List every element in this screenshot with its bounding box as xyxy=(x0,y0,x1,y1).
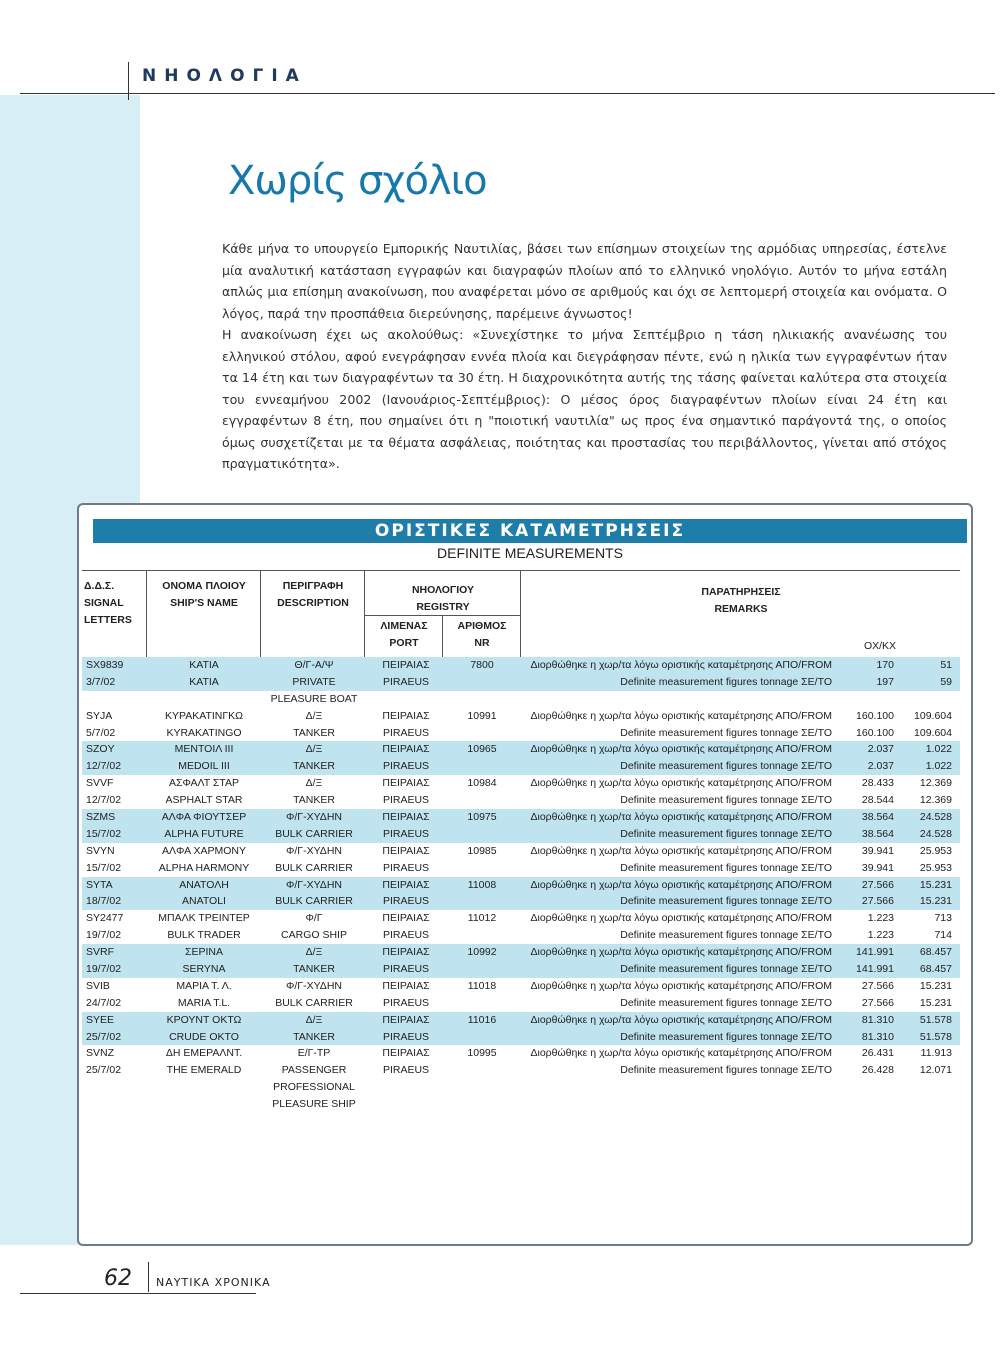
article-paragraph-1: Κάθε μήνα το υπουργείο Εμπορικής Ναυτιλίας, βάσει των επίσημων στοιχείων της αρμόδιας υπηρεσίας, έστελνε μία αναλυτική κατάσταση εγγραφών και διαγραφών πλοίων από το ελληνικό νηολόγιο. Αυτόν το μήνα εστάλη απλώς μια επίσημη ανακοίνωση, που αναφέρεται μόνο σε αριθμούς και όχι σε λεπτομερή στοιχεία και ονόματα. Ο λόγος, παρά την προσπάθεια διερεύνησης, παρέμεινε άγνωστος! xyxy=(222,241,947,321)
port-cell: ΠΕΙΡΑΙΑΣ xyxy=(382,659,430,671)
table-row xyxy=(82,1012,960,1029)
remarks-cell: Διορθώθηκε η χωρ/τα λόγω οριστικής καταμέτρησης ΑΠΟ/FROM xyxy=(530,777,832,790)
table-row xyxy=(82,860,960,877)
description-cell: Φ/Γ-ΧΥΔΗΝ xyxy=(286,878,342,891)
table-banner: ΟΡΙΣΤΙΚΕΣ ΚΑΤΑΜΕΤΡΗΣΕΙΣ xyxy=(93,519,967,543)
description-cell: Δ/Ξ xyxy=(305,777,323,790)
signal-cell: SZOY xyxy=(86,743,115,756)
signal-cell: 15/7/02 xyxy=(86,861,122,874)
remarks-cell: Definite measurement figures tonnage ΣΕ/TO xyxy=(620,1064,832,1077)
kx-cell: 12.369 xyxy=(919,777,952,790)
header-rule xyxy=(20,93,995,94)
kx-cell: 109.604 xyxy=(914,709,952,722)
ship-name-cell: ANATOLI xyxy=(182,895,226,908)
number-cell: 11008 xyxy=(467,878,497,891)
remarks-cell: Διορθώθηκε η χωρ/τα λόγω οριστικής καταμέτρησης ΑΠΟ/FROM xyxy=(530,979,832,992)
description-cell: BULK CARRIER xyxy=(275,895,353,908)
number-cell: 11018 xyxy=(467,979,497,992)
kx-cell: 15.231 xyxy=(919,979,952,992)
signal-cell: 24/7/02 xyxy=(86,996,122,1009)
description-cell: PRIVATE xyxy=(292,675,336,688)
table-row xyxy=(82,1062,960,1079)
table-row xyxy=(82,809,960,826)
kx-cell: 11.913 xyxy=(920,1047,952,1060)
ship-name-cell: THE EMERALD xyxy=(166,1064,242,1077)
kx-cell: 12.369 xyxy=(919,794,952,807)
kx-cell: 15.231 xyxy=(919,996,952,1009)
signal-cell: SZMS xyxy=(86,811,116,824)
kx-cell: 68.457 xyxy=(919,963,952,976)
table-row xyxy=(82,843,960,860)
kx-cell: 68.457 xyxy=(919,946,952,959)
description-cell: CARGO SHIP xyxy=(281,929,347,942)
port-cell: PIRAEUS xyxy=(382,760,430,773)
kx-cell: 25.953 xyxy=(919,844,952,857)
remarks-cell: Διορθώθηκε η χωρ/τα λόγω οριστικής καταμέτρησης ΑΠΟ/FROM xyxy=(530,659,832,671)
ox-cell: 141.991 xyxy=(856,963,894,976)
header-remarks: ΠΑΡΑΤΗΡΗΣΕΙΣ REMARKS xyxy=(701,586,781,615)
ox-cell: 160.100 xyxy=(856,709,894,722)
table-row xyxy=(82,961,960,978)
remarks-cell: Διορθώθηκε η χωρ/τα λόγω οριστικής καταμέτρησης ΑΠΟ/FROM xyxy=(530,743,832,756)
table-row xyxy=(82,691,960,708)
ship-name-cell: MARIA T.L. xyxy=(177,996,231,1009)
table-row xyxy=(82,1096,960,1113)
number-cell: 10965 xyxy=(467,743,497,756)
kx-cell: 24.528 xyxy=(919,811,952,824)
description-cell: PLEASURE SHIP xyxy=(272,1098,356,1111)
kx-cell: 713 xyxy=(934,912,952,925)
table-row xyxy=(82,893,960,910)
ship-name-cell: ΚΥΡΑΚΑΤΙΝΓΚΩ xyxy=(164,709,243,722)
signal-cell: 5/7/02 xyxy=(86,726,116,739)
description-cell: TANKER xyxy=(293,794,335,807)
table-row xyxy=(82,792,960,809)
ox-cell: 38.564 xyxy=(861,827,894,840)
port-cell: PIRAEUS xyxy=(382,1064,430,1077)
description-cell: Φ/Γ-ΧΥΔΗΝ xyxy=(286,811,342,824)
table-row xyxy=(82,910,960,927)
ship-name-cell: ΔΗ ΕΜΕΡΑΛΝΤ. xyxy=(165,1047,243,1060)
header-description: ΠΕΡΙΓΡΑΦΗ DESCRIPTION xyxy=(277,580,349,609)
port-cell: PIRAEUS xyxy=(382,1030,430,1043)
table-row xyxy=(82,657,960,674)
table-row xyxy=(82,758,960,775)
ship-name-cell: ΚΡΟΥΝΤ ΟΚΤΩ xyxy=(166,1013,242,1026)
header-divider xyxy=(128,62,129,100)
table-row xyxy=(82,1029,960,1046)
remarks-cell: Διορθώθηκε η χωρ/τα λόγω οριστικής καταμέτρησης ΑΠΟ/FROM xyxy=(530,878,832,891)
ox-cell: 28.544 xyxy=(861,794,894,807)
description-cell: PASSENGER xyxy=(281,1064,347,1077)
signal-cell: SYJA xyxy=(86,709,113,722)
description-cell: Δ/Ξ xyxy=(305,709,323,722)
table-row xyxy=(82,877,960,894)
port-cell: ΠΕΙΡΑΙΑΣ xyxy=(382,1047,430,1060)
ox-cell: 1.223 xyxy=(867,929,894,942)
kx-cell: 51.578 xyxy=(919,1013,952,1026)
number-cell: 10985 xyxy=(467,844,497,857)
signal-cell: SY2477 xyxy=(86,912,124,925)
ship-name-cell: SERYNA xyxy=(182,963,226,976)
remarks-cell: Definite measurement figures tonnage ΣΕ/TO xyxy=(620,929,832,942)
section-title: ΝΗΟΛΟΓΙΑ xyxy=(142,66,307,86)
page-title: Χωρίς σχόλιο xyxy=(228,158,487,204)
description-cell: BULK CARRIER xyxy=(275,861,353,874)
table-row xyxy=(82,674,960,691)
signal-cell: SYTA xyxy=(86,878,113,891)
ship-name-cell: ΚΑΤΙΑ xyxy=(189,659,219,671)
table-row xyxy=(82,1045,960,1062)
port-cell: PIRAEUS xyxy=(382,827,430,840)
table-row xyxy=(82,775,960,792)
port-cell: PIRAEUS xyxy=(382,929,430,942)
signal-cell: SYEE xyxy=(86,1013,115,1026)
description-cell: PROFESSIONAL xyxy=(273,1081,355,1094)
description-cell: TANKER xyxy=(293,760,335,773)
kx-cell: 1.022 xyxy=(925,760,952,773)
ox-cell: 197 xyxy=(876,675,894,688)
description-cell: Φ/Γ xyxy=(305,912,323,925)
ox-cell: 1.223 xyxy=(867,912,894,925)
port-cell: ΠΕΙΡΑΙΑΣ xyxy=(382,878,430,891)
footer-rule xyxy=(20,1293,256,1294)
ox-cell: 2.037 xyxy=(867,743,894,756)
page-number: 62 xyxy=(104,1266,132,1291)
remarks-cell: Definite measurement figures tonnage ΣΕ/TO xyxy=(620,963,832,976)
signal-cell: 12/7/02 xyxy=(86,760,122,773)
ox-cell: 26.428 xyxy=(861,1064,894,1077)
table-subtitle: DEFINITE MEASUREMENTS xyxy=(437,545,623,561)
kx-cell: 51.578 xyxy=(919,1030,952,1043)
article-body xyxy=(222,238,947,475)
table-row xyxy=(82,826,960,843)
ox-cell: 81.310 xyxy=(861,1013,894,1026)
remarks-cell: Definite measurement figures tonnage ΣΕ/TO xyxy=(620,794,832,807)
description-cell: Φ/Γ-ΧΥΔΗΝ xyxy=(286,844,342,857)
port-cell: ΠΕΙΡΑΙΑΣ xyxy=(382,709,430,722)
port-cell: ΠΕΙΡΑΙΑΣ xyxy=(382,979,430,992)
ox-cell: 27.566 xyxy=(861,878,894,891)
kx-cell: 51 xyxy=(940,659,952,671)
ship-name-cell: ASPHALT STAR xyxy=(165,794,243,807)
table-row xyxy=(82,741,960,758)
port-cell: PIRAEUS xyxy=(382,726,430,739)
description-cell: Ε/Γ-ΤΡ xyxy=(297,1047,331,1060)
ox-cell: 141.991 xyxy=(856,946,894,959)
table-row xyxy=(82,944,960,961)
kx-cell: 714 xyxy=(934,929,952,942)
signal-cell: 25/7/02 xyxy=(86,1064,122,1077)
ship-name-cell: ΑΛΦΑ ΦΙΟΥΤΣΕΡ xyxy=(161,811,247,824)
description-cell: Θ/Γ-Α/Ψ xyxy=(294,659,334,671)
description-cell: BULK CARRIER xyxy=(275,996,353,1009)
description-cell: BULK CARRIER xyxy=(275,827,353,840)
ship-name-cell: ΣΕΡΙΝΑ xyxy=(184,946,223,959)
description-cell: PLEASURE BOAT xyxy=(270,692,358,705)
signal-cell: SVIB xyxy=(86,979,110,992)
remarks-cell: Definite measurement figures tonnage ΣΕ/TO xyxy=(620,827,832,840)
kx-cell: 15.231 xyxy=(919,895,952,908)
number-cell: 10984 xyxy=(467,777,497,790)
description-cell: Δ/Ξ xyxy=(305,1013,323,1026)
remarks-cell: Διορθώθηκε η χωρ/τα λόγω οριστικής καταμέτρησης ΑΠΟ/FROM xyxy=(530,844,832,857)
ox-cell: 160.100 xyxy=(856,726,894,739)
signal-cell: SVRF xyxy=(86,946,115,959)
remarks-cell: Definite measurement figures tonnage ΣΕ/TO xyxy=(620,726,832,739)
ship-name-cell: ΜΠΑΛΚ ΤΡΕΙΝΤΕΡ xyxy=(158,912,250,925)
port-cell: ΠΕΙΡΑΙΑΣ xyxy=(382,1013,430,1026)
number-cell: 10992 xyxy=(467,946,497,959)
kx-cell: 25.953 xyxy=(919,861,952,874)
ox-cell: 26.431 xyxy=(861,1047,894,1060)
port-cell: ΠΕΙΡΑΙΑΣ xyxy=(382,777,430,790)
article-paragraph-2: Η ανακοίνωση έχει ως ακολούθως: «Συνεχίστηκε το μήνα Σεπτέμβριο η τάση ηλικιακής ανανέωσης του ελληνικού στόλου, αφού ενεγράφησαν εννέα πλοία και διεγράφησαν πέντε, ενώ η ηλικία των εγγραφέντων ήταν τα 14 έτη και των διαγραφέντων τα 30 έτη. Η διαχρονικότητα αυτής της τάσης φαίνεται καλύτερα στα στοιχεία του εννεαμήνου 2002 (Ιανουάριος-Σεπτέμβριος): Ο μέσος όρος διαγραφέντων πλοίων είναι 24 έτη και εγγραφέντων 8 έτη, που σημαίνει ότι η "ποιοτική ναυτιλία" ως προς ένα σημαντικό παράγοντά της, ο οποίος όμως συσχετίζεται με τα θέματα ασφάλειας, ποιότητας και προστασίας του περιβάλλοντος, γίνεται από στόχος πραγματικότητα». xyxy=(222,327,947,471)
number-cell: 10975 xyxy=(467,811,497,824)
remarks-cell: Definite measurement figures tonnage ΣΕ/TO xyxy=(620,895,832,908)
number-cell: 10991 xyxy=(467,709,497,722)
signal-cell: SVNZ xyxy=(86,1047,115,1060)
remarks-cell: Definite measurement figures tonnage ΣΕ/TO xyxy=(620,675,832,688)
ship-name-cell: MEDOIL III xyxy=(178,760,230,773)
description-cell: TANKER xyxy=(293,963,335,976)
ox-cell: 81.310 xyxy=(861,1030,894,1043)
signal-cell: 25/7/02 xyxy=(86,1030,122,1043)
port-cell: ΠΕΙΡΑΙΑΣ xyxy=(382,946,430,959)
ship-name-cell: CRUDE OKTO xyxy=(169,1030,239,1043)
kx-cell: 109.604 xyxy=(914,726,952,739)
header-oxkx: ΟΧ/ΚΧ xyxy=(863,640,897,652)
table-row xyxy=(82,1079,960,1096)
port-cell: PIRAEUS xyxy=(382,794,430,807)
signal-cell: SVVF xyxy=(86,777,114,790)
ship-name-cell: ALPHA FUTURE xyxy=(164,827,244,840)
port-cell: ΠΕΙΡΑΙΑΣ xyxy=(382,844,430,857)
header-port: ΛΙΜΕΝΑΣ PORT xyxy=(380,620,428,649)
ship-name-cell: ΜΑΡΙΑ Τ. Λ. xyxy=(176,979,232,992)
description-cell: Δ/Ξ xyxy=(305,743,323,756)
number-cell: 11016 xyxy=(467,1013,497,1026)
port-cell: PIRAEUS xyxy=(382,861,430,874)
ship-name-cell: KYRAKATINGO xyxy=(166,726,242,739)
remarks-cell: Definite measurement figures tonnage ΣΕ/TO xyxy=(620,996,832,1009)
ship-name-cell: ΜΕΝΤΟΙΛ ΙΙΙ xyxy=(174,743,234,756)
ship-name-cell: KATIA xyxy=(189,675,219,688)
table-row xyxy=(82,978,960,995)
signal-cell: 18/7/02 xyxy=(86,895,122,908)
header-registry: ΝΗΟΛΟΓΙΟΥ REGISTRY xyxy=(411,584,475,613)
description-cell: TANKER xyxy=(293,726,335,739)
port-cell: ΠΕΙΡΑΙΑΣ xyxy=(382,811,430,824)
number-cell: 7800 xyxy=(470,659,494,671)
header-nr: ΑΡΙΘΜΟΣ NR xyxy=(457,620,507,649)
ship-name-cell: ΑΛΦΑ ΧΑΡΜΟΝΥ xyxy=(162,844,246,857)
table-row xyxy=(82,927,960,944)
port-cell: ΠΕΙΡΑΙΑΣ xyxy=(382,912,430,925)
ox-cell: 27.566 xyxy=(861,895,894,908)
ox-cell: 2.037 xyxy=(867,760,894,773)
table-row xyxy=(82,708,960,725)
port-cell: PIRAEUS xyxy=(382,675,430,688)
footer-divider xyxy=(148,1262,149,1292)
signal-cell: SVYN xyxy=(86,844,115,857)
signal-cell: 19/7/02 xyxy=(86,963,122,976)
description-cell: Φ/Γ-ΧΥΔΗΝ xyxy=(286,979,342,992)
remarks-cell: Definite measurement figures tonnage ΣΕ/TO xyxy=(620,1030,832,1043)
remarks-cell: Διορθώθηκε η χωρ/τα λόγω οριστικής καταμέτρησης ΑΠΟ/FROM xyxy=(530,811,832,824)
port-cell: PIRAEUS xyxy=(382,996,430,1009)
remarks-cell: Διορθώθηκε η χωρ/τα λόγω οριστικής καταμέτρησης ΑΠΟ/FROM xyxy=(530,912,832,925)
kx-cell: 15.231 xyxy=(919,878,952,891)
magazine-name: ΝΑΥΤΙΚΑ ΧΡΟΝΙΚΑ xyxy=(156,1276,271,1289)
ox-cell: 170 xyxy=(876,659,894,671)
number-cell: 10995 xyxy=(467,1047,497,1060)
remarks-cell: Διορθώθηκε η χωρ/τα λόγω οριστικής καταμέτρησης ΑΠΟ/FROM xyxy=(530,946,832,959)
port-cell: PIRAEUS xyxy=(382,895,430,908)
remarks-cell: Definite measurement figures tonnage ΣΕ/TO xyxy=(620,861,832,874)
ship-name-cell: ΑΣΦΑΛΤ ΣΤΑΡ xyxy=(168,777,240,790)
header-name: ΟΝΟΜΑ ΠΛΟΙΟΥ SHIP'S NAME xyxy=(162,580,246,609)
port-cell: ΠΕΙΡΑΙΑΣ xyxy=(382,743,430,756)
number-cell: 11012 xyxy=(467,912,497,925)
kx-cell: 1.022 xyxy=(925,743,952,756)
table-row xyxy=(82,725,960,742)
description-cell: Δ/Ξ xyxy=(305,946,323,959)
ox-cell: 38.564 xyxy=(861,811,894,824)
remarks-cell: Definite measurement figures tonnage ΣΕ/TO xyxy=(620,760,832,773)
remarks-cell: Διορθώθηκε η χωρ/τα λόγω οριστικής καταμέτρησης ΑΠΟ/FROM xyxy=(530,1047,832,1060)
signal-cell: 3/7/02 xyxy=(86,675,116,688)
signal-cell: 19/7/02 xyxy=(86,929,122,942)
signal-cell: 15/7/02 xyxy=(86,827,122,840)
kx-cell: 59 xyxy=(940,675,952,688)
ship-name-cell: ALPHA HARMONY xyxy=(158,861,250,874)
header-signal: Δ.Δ.Σ. SIGNAL LETTERS xyxy=(84,580,132,626)
ox-cell: 39.941 xyxy=(861,861,894,874)
kx-cell: 24.528 xyxy=(919,827,952,840)
ox-cell: 27.566 xyxy=(861,979,894,992)
table-body xyxy=(82,657,960,1113)
remarks-cell: Διορθώθηκε η χωρ/τα λόγω οριστικής καταμέτρησης ΑΠΟ/FROM xyxy=(530,1013,832,1026)
ox-cell: 27.566 xyxy=(861,996,894,1009)
description-cell: TANKER xyxy=(293,1030,335,1043)
signal-cell: 12/7/02 xyxy=(86,794,122,807)
ox-cell: 28.433 xyxy=(861,777,894,790)
ship-name-cell: ΑΝΑΤΟΛΗ xyxy=(179,878,229,891)
ox-cell: 39.941 xyxy=(861,844,894,857)
port-cell: PIRAEUS xyxy=(382,963,430,976)
kx-cell: 12.071 xyxy=(919,1064,952,1077)
signal-cell: SX9839 xyxy=(86,659,124,671)
table-row xyxy=(82,995,960,1012)
remarks-cell: Διορθώθηκε η χωρ/τα λόγω οριστικής καταμέτρησης ΑΠΟ/FROM xyxy=(530,709,832,722)
ship-name-cell: BULK TRADER xyxy=(167,929,241,942)
